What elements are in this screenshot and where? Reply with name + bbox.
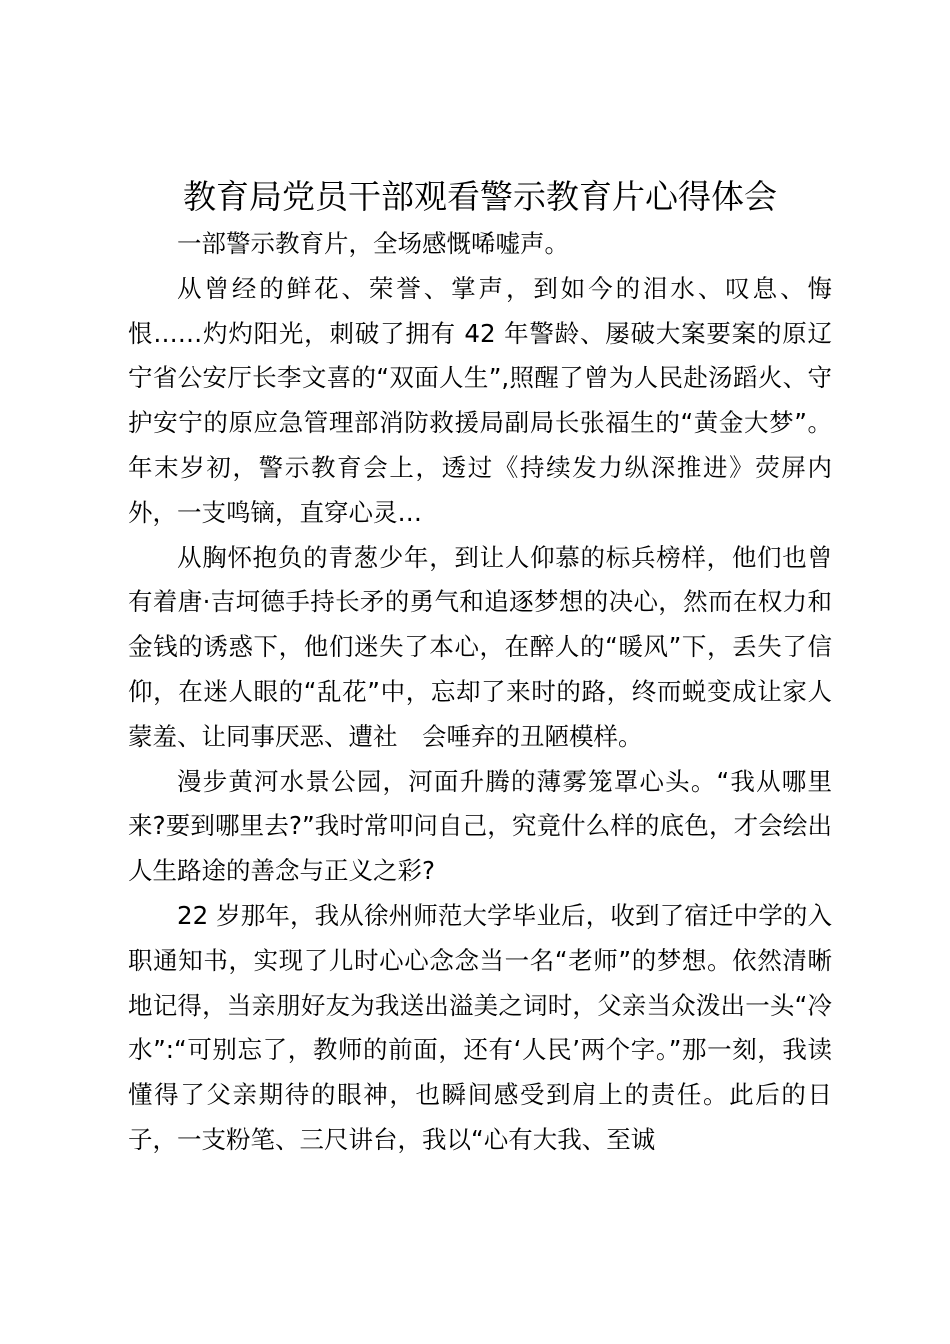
paragraph: 从胸怀抱负的青葱少年，到让人仰慕的标兵榜样，他们也曾有着唐·吉坷德手持长矛的勇气和追逐梦想的决心，然而在权力和金钱的诱惑下，他们迷失了本心，在醉人的“暖风”下，丢失了信仰，在迷人眼的“乱花”中，忘却了来时的路，终而蜕变成让家人蒙羞、让同事厌恶、遭社 会唾弃的丑陋模样。	[128, 542, 832, 751]
document-body	[128, 172, 832, 1163]
paragraph: 从曾经的鲜花、荣誉、掌声，到如今的泪水、叹息、悔恨……灼灼阳光，刺破了拥有 42 年警龄、屡破大案要案的原辽宁省公安厅长李文喜的“双面人生”,照醒了曾为人民赴汤蹈火、守护安宁的原应急管理部消防救援局副局长张福生的“黄金大梦”。年末岁初，警示教育会上，透过《持续发力纵深推进》荧屏内外，一支鸣镝，直穿心灵…	[128, 273, 832, 527]
paragraph: 漫步黄河水景公园，河面升腾的薄雾笼罩心头。“我从哪里来?要到哪里去?”我时常叩问自己，究竟什么样的底色，才会绘出人生路途的善念与正义之彩?	[128, 766, 832, 886]
paragraph: 一部警示教育片，全场感慨唏嘘声。	[177, 229, 569, 258]
document-title: 教育局党员干部观看警示教育片心得体会	[183, 177, 777, 216]
paragraph: 22 岁那年，我从徐州师范大学毕业后，收到了宿迁中学的入职通知书，实现了儿时心心念念当一名“老师”的梦想。依然清晰地记得，当亲朋好友为我送出溢美之词时，父亲当众泼出一头“冷水”:“可别忘了，教师的前面，还有‘人民’两个字。”那一刻，我读懂得了父亲期待的眼神，也瞬间感受到肩上的责任。此后的日子，一支粉笔、三尺讲台，我以“心有大我、至诚	[128, 900, 832, 1154]
